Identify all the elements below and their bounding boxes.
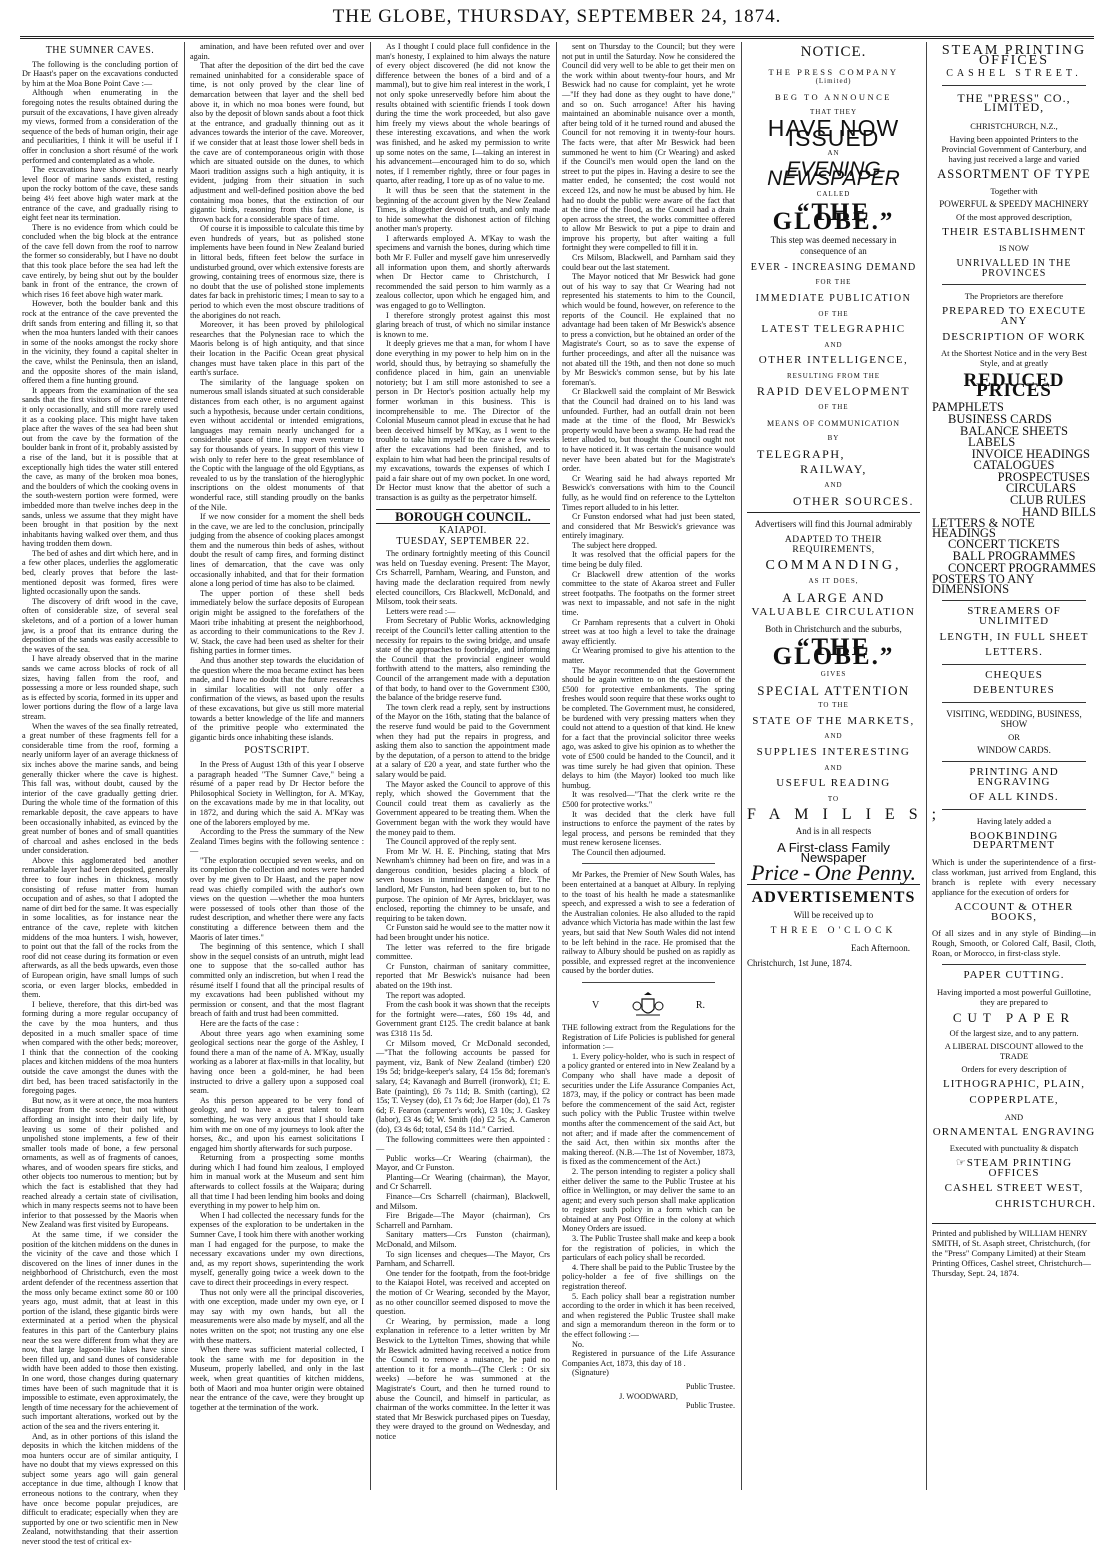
paragraph: Cr Funston, chairman of sanitary committee, reported that Mr Beswick's nuisance had been abated on the 19th inst. xyxy=(376,961,550,990)
paragraph: The following committees were then appointed :— xyxy=(376,1134,550,1154)
notice-line: AND xyxy=(824,340,843,349)
paragraph: The beginning of this sentence, which I shall show in the sequel consists of an untruth, might lead one to suppose that the so-called author has committed only an indiscretion, but when I read the résumé itself I found that all the principal results of my excavations had been published without my permission or consent, and that the most flagrant breach of faith and trust had been committed. xyxy=(190,942,364,1019)
printing-line: PAPER CUTTING. xyxy=(963,969,1065,982)
printing-line: Having lately added a xyxy=(976,815,1052,826)
printing-service-item: BALANCE SHEETS xyxy=(960,423,1068,438)
article-body xyxy=(376,42,550,503)
paragraph: But now, as it were at once, the moa hunters disappear from the scene; but not without affording an insight into their daily life, by leaving us some of their polished and unpolished stone implements, a few of their smaller tools made of bone, a few personal ornaments, as well as of fragments of canoes, whares, and of wooden spears fire sticks, and other objects too numerous to mention; but by which the fact is established that they had reached already a certain state of civilisation, which in many respects seems not to have been inferior to that possessed by the Maoris when New Zealand was first visited by Europeans. xyxy=(22,1095,178,1230)
paragraph: The Council then adjourned. xyxy=(572,847,666,857)
paragraph: Cr Funston endorsed what had just been stated, and considered that Mr Beswick's grievance was entirely imaginary. xyxy=(562,512,735,541)
paragraph: According to the Press the summary of the New Zealand Times begins with the following sentence :— xyxy=(190,827,364,856)
notice-line: Advertisers will find this Journal admirably xyxy=(754,519,913,530)
borough-council-heading: BOROUGH COUNCIL. xyxy=(376,509,550,525)
paragraph: Cr Wearing, by permission, made a long explanation in reference to a letter written by Mr Beswick to the Lyttelton Times, showing that while Mr Beswick admitted having received a notice from the Council to remove a nuisance, he paid no attention to it for a month—(The Clerk : Or six weeks) —before he was summoned at the Magistrate's Court, and then he turned round to abuse the Council, and himself in particular, as chairman of the works committee. In the letter it was stated that Mr Beswick purchased pipes on Tuesday, they were drayed to the ground on Wednesday, and notice xyxy=(376,1316,550,1441)
postscript-heading: POSTSCRIPT. xyxy=(244,745,310,757)
paragraph: One tender for the footpath, from the foot-bridge to the Kaiapoi Hotel, was received and accepted on the motion of Cr Wearing, seconded by the Mayor, as no other councillor seemed disposed to move the question. xyxy=(376,1268,550,1317)
paragraph: Cr Blackwell drew attention of the works committee to the state of Akaroa street and Fuller street footpaths. The footpaths on the former street was next to impassable, and not safe in the night time. xyxy=(562,569,735,618)
column-rule xyxy=(556,42,557,1490)
paragraph: Here are the facts of the case : xyxy=(200,1018,299,1028)
divider xyxy=(582,982,715,983)
printing-line: AND xyxy=(1004,1111,1024,1122)
paragraph: "The exploration occupied seven weeks, and on its completion the collection and notes were handed over by me given to Dr Haast, and the paper now read was chiefly compiled with the author's own views on the question —whether the moa hunters were possessed of tools other than those of the rudest description, and whether there were any facts constituting a difference between them and the Maoris of later times." xyxy=(190,855,364,942)
notice-line: And is in all respects xyxy=(795,825,872,836)
printing-line: UNRIVALLED IN THE PROVINCES xyxy=(956,258,1072,279)
paragraph: Registered in pursuance of the Life Assurance Companies Act, 1873, this day of 18 . xyxy=(562,1349,735,1368)
printing-line: Having been appointed Printers to the Provincial Government of Canterbury, and having just received a large and varied xyxy=(941,133,1087,164)
notice-line: LATEST TELEGRAPHIC xyxy=(761,323,906,336)
printing-line: ORNAMENTAL ENGRAVING xyxy=(932,1125,1096,1138)
printing-service-item: POSTERS TO ANY DIMENSIONS xyxy=(932,572,1034,596)
crest-letter-v: V xyxy=(592,1000,600,1012)
paragraph: Cr Wearing promised to give his attention to the matter. xyxy=(562,646,735,665)
notice-line: RESULTING FROM THE xyxy=(786,371,881,380)
masthead-rule xyxy=(20,36,1094,39)
paragraph: From Mr W. H. E. Pinching, stating that Mrs Newnham's chimney had been on fire, and was in a dangerous condition, besides placing a block of seven houses in imminent danger of fire. The landlord, Mr Funston, had been spoken to, but to no purpose. The opinion of Mr Ayres, bricklayer, was enclosed, reporting the chimney to be unsafe, and requiring to be taken down. xyxy=(376,846,550,923)
paragraph: As I thought I could place full confidence in the man's honesty, I explained to him always the nature of every object discovered (he did not know the difference between the bones of a bird and of a mammal), but to give him real interest in the work, I not only spoke unreservedly before him about the results obtained with scientific friends I took down during the time the work proceeded, but also gave him freely my views about the whole bearings of these interesting excavations, and when the work was finished, and he asked my permission to write up some notes on the same, I—taking an interest in his advancement—encouraged him to do so, which notes, if I remember rightly, three or four pages in quarto, after reading, I tore up as of no value to me. xyxy=(376,42,550,186)
column-globe-notice xyxy=(747,42,951,1490)
paragraph: And thus another step towards the elucidation of the question where the moa became extinct has been made, and I have no doubt that the future researches in similar localities will not only offer a confirmation of the views, as based upon the results of these excavations, but give us still more material towards a better knowledge of the life and manners of the primitive people who exterminated the gigantic birds once inhabiting these islands. xyxy=(190,656,364,742)
notice-line: AND xyxy=(824,732,843,741)
paragraph: The Mayor asked the Council to approve of this reply, which showed the Government that the Council could treat them as cavalierly as the Government appeared to be treating them. When the Government began with the work they would have the money paid to them. xyxy=(376,779,550,837)
paragraph: It will thus be seen that the statement in the beginning of the account given by the New Zealand Times, is altogether devoid of truth, and only made to hide somewhat the dishonest action of filching another man's property. xyxy=(376,185,550,234)
printing-service-item: HAND BILLS xyxy=(1022,504,1096,519)
printing-line: Orders for every description of xyxy=(961,1064,1067,1075)
notice-line: SPECIAL ATTENTION xyxy=(757,682,910,698)
column-borough-council xyxy=(376,42,550,1490)
printing-service-item: BUSINESS CARDS xyxy=(948,411,1052,426)
article-body xyxy=(22,60,178,1547)
printing-service-item: CLUB RULES xyxy=(1009,493,1086,508)
notice-line: AND xyxy=(824,763,843,772)
paragraph: Although when enumerating in the foregoing notes the results obtained during the pursuit of the excavations, I have given already my views, formed from a consideration of the sequence of the beds of human origin, their age and peculiarities, I think it will be useful if I offer in conclusion a short résumé of the work performed and contemplated as a whole. xyxy=(22,88,178,165)
notice-line: OTHER INTELLIGENCE, xyxy=(758,354,909,367)
printing-line: Of the most approved description, xyxy=(956,211,1072,222)
column-rule xyxy=(926,42,927,1490)
column-rule xyxy=(370,42,371,1490)
price-line xyxy=(747,860,920,886)
notice-line: AND xyxy=(824,481,843,490)
paragraph: As this person appeared to be very fond of geology, and to have a great talent to learn something, he was very anxious that I should take him with me on one of my journeys to look after the horses, &c., and upon his earnest solicitations I engaged him shortly afterwards for such purpose. xyxy=(190,1095,364,1153)
notice-line: This step was deemed necessary in consequence of an xyxy=(770,234,897,256)
paragraph: From Secretary of Public Works, acknowledging receipt of the Council's letter calling attention to the necessity for repairs to the swing bridge, and unsafe state of the approaches to footbridge, and informing the Council that the provincial engineer would forthwith attend to the matters, also reminding the Council of the arrangement made with a deputation of that body, to hand over to the Government £300, the balance of the bridge reserve fund. xyxy=(376,616,550,703)
printing-line: BOOKBINDING DEPARTMENT xyxy=(969,829,1059,852)
printing-line: LETTERS. xyxy=(985,646,1043,659)
paragraph: 5. Each policy shall bear a registration number according to the order in which it has been received, and when registered the Public Trustee shall make and sign a memorandum thereon in the form or to the effect following :— xyxy=(562,1291,735,1339)
printing-service-item: CONCERT PROGRAMMES xyxy=(947,560,1096,575)
paragraph: The following is the concluding portion of Dr Haast's paper on the excavations conducted by him at the Moa Bone Point Cave :— xyxy=(22,59,178,88)
paragraph: Returning from a prospecting some months during which I had found him zealous, I employed him in manual work at the Museum and sent him afterwards to collect fossils at the Waipara; during all that time I had been lending him books and doing everything in my power to help him on. xyxy=(190,1153,364,1211)
printing-line: CHRISTCHURCH. xyxy=(995,1197,1096,1210)
notice-line: A First-class Family Newspaper xyxy=(777,839,890,865)
globe-title: “THE GLOBE.” xyxy=(772,198,895,236)
paragraph: Fire Brigade—The Mayor (chairman), Crs Scharrell and Parnham. xyxy=(376,1211,550,1230)
printing-service-item: PROSPECTUSES xyxy=(997,469,1090,484)
paragraph: 4. There shall be paid to the Public Trustee by the policy-holder a fee of five shillings on the registration thereof. xyxy=(562,1262,735,1292)
paragraph: At the same time, if we consider the position of the kitchen middens on the dunes in the vicinity of the cave and those which I discovered on the lines of inner dunes in the neighborhood of Christchurch, even the most ardent defender of the recentness assertion that the moss only became extinct some 80 or 100 years ago, must admit, that at least in this portion of the island, these gigantic birds were exterminated at a period when the physical features in this part of the Canterbury plains near the sea were different from what they are now, that large lagoon-like lakes have since been filled up, and sand dunes of considerable width have been added to those then existing. In one word, those changes during quaternary times have been of such magnitude that it is impossible to estimate, even approximately, the length of time necessary for the achievement of such important alterations, worked out by the action of the sea and the rivers entering it. xyxy=(22,1230,178,1431)
paragraph: The discovery of drift wood in the cave, often of considerable size, of several seal skeletons, and of a portion of a lower human jaw, is a proof that its entrance during the deposition of the sands was easily accessible to the waves of the sea. xyxy=(22,596,178,654)
notice-line: Both in Christchurch and the suburbs, xyxy=(765,623,902,634)
borough-date: TUESDAY, SEPTEMBER 22. xyxy=(396,535,530,547)
paragraph: To sign licenses and cheques—The Mayor, Crs Parnham, and Scharrell. xyxy=(376,1249,550,1269)
paragraph: Finance—Crs Scharrell (chairman), Blackwell, and Milsom. xyxy=(376,1192,550,1211)
paragraph: sent on Thursday to the Council; but they were not put in until the Saturday. Now he considered the Council did very well to be able to get their men on the work within about twenty-four hours, and Mr Beswick had no cause for complaint, yet he wrote—"If they had done as they ought to have done," and so on. Such arrogance! After his having maintained an abominable nuisance over a month, after being told of it he turned round and abused the Council for not removing it in twenty-four hours. The facts were, that after Mr Beswick had been summoned he went to him (Cr Wearing) and asked if the Council's men would open the land on the street to put the pipes in. Having a desire to see the matter ended, he consented; the cost would not exceed 12s, and now he must be abused by him. He had no doubt the public were aware of the fact that at the time of the flood, as the Council had a drain open across the street, the works committee offered to allow Mr Beswick to put a pipe to drain and improve his property, but after waiting a full fortnight they were compelled to fill it in. xyxy=(562,42,735,253)
paragraph: (Signature) xyxy=(572,1368,609,1378)
printing-line: STREAMERS OF UNLIMITED xyxy=(967,605,1061,627)
signature-role: Public Trustee. xyxy=(685,1381,735,1391)
printing-line: Executed with punctuality & dispatch xyxy=(949,1143,1079,1154)
printing-line: Having imported a most powerful Guillotine, they are prepared to xyxy=(937,986,1091,1007)
article-body xyxy=(190,42,364,742)
paragraph: The Council approved of the reply sent. xyxy=(386,837,517,847)
coat-of-arms-icon xyxy=(628,991,668,1021)
printing-line: CASHEL STREET. xyxy=(946,68,1082,80)
paragraph: Moreover, it has been proved by philological researches that the Polynesian race to which the Maoris belong is of high antiquity, and that since their location in the Pacific Ocean great physical changes must have taken place in this part of the earth's surface. xyxy=(190,320,364,378)
paragraph: The ordinary fortnightly meeting of this Council was held on Tuesday evening. Present: The Mayor, Crs Scharrell, Parnham, Wearing, and Funston, and having made the declaration required from newly elected councillors, Crs Blackwell, McDonald, and Milsom, took their seats. xyxy=(376,549,550,607)
borough-body xyxy=(376,549,550,1441)
printing-line: DEBENTURES xyxy=(973,684,1055,697)
notice-line: COMMANDING, xyxy=(765,558,902,574)
paragraph: It was resolved that the official papers for the time being be duly filed. xyxy=(562,550,735,570)
printing-line: LENGTH, IN FULL SHEET xyxy=(939,630,1089,643)
notice-line: (Limited) xyxy=(815,77,852,86)
paragraph: Thus not only were all the principal discoveries, with one exception, made under my own eye, or I may say with my own hands, but all the measurements were also made by myself, and all the notes written on the spot; not trusting any one else with these matters. xyxy=(190,1287,364,1345)
printing-line: Together with xyxy=(990,185,1038,196)
signature-name: J. WOODWARD, xyxy=(619,1391,678,1401)
notice-line: THE PRESS COMPANY xyxy=(768,66,899,77)
signature-role: Public Trustee. xyxy=(685,1401,735,1411)
printing-line: OF ALL KINDS. xyxy=(969,791,1059,804)
printing-line: DESCRIPTION OF WORK xyxy=(942,330,1086,343)
paragraph: And, as in other portions of this island the deposits in which the kitchen middens of the moa hunters occur are of similar antiquity, I have no doubt that my views expressed on this subject some years ago will gain general acceptance in due time, although I know that erroneous notions to the contrary, when they have once become popular prejudices, are difficult to eradicate; especially when they are supported by one or two scientific men in New Zealand, notwithstanding that their assertion never stood the test of critical ex- xyxy=(22,1431,178,1547)
paragraph: When the waves of the sea finally retreated, a great number of these fragments fell for a considerable time from the roof, forming a nearly uniform layer of an average thickness of six inches above the marine sands, and being generally thicker where the cave is highest. This fall was, without doubt, caused by the interior of the cave gradually getting drier. During the whole time of the formation of this remarkable deposit, the cave appears to have been occasionally inhabited, as evinced by the great number of bones and of small quantities of charcoal and ashes enclosed in the beds under consideration. xyxy=(22,721,178,856)
paragraph: There is no evidence from which could be concluded when the big block at the entrance of the cave fell down from the roof to narrow the former so considerably, but I have no doubt that this took place before the sea had left the cave entirely, by being shut out by the boulder bank in front of the entrance, the crown of which rises 16 feet above high water mark. xyxy=(22,222,178,299)
paragraph: It was resolved—"That the clerk write re the £500 for protective works." xyxy=(562,790,735,809)
notice-line: GIVES xyxy=(820,669,847,678)
printing-services-list xyxy=(932,400,1096,596)
masthead: THE GLOBE, THURSDAY, SEPTEMBER 24, 1874. xyxy=(332,6,782,27)
paragraph: If we now consider for a moment the shell beds in the cave, we are led to the conclusion, principally judging from the absence of cooking places amongst them and the numerous thin beds of ashes, without doubt the result of camp fires, and forming distinct lines of demarcation, that the cave was only occasionally inhabited, and that for their formation alone a long period of time has also to be claimed. xyxy=(190,512,364,589)
notice-line: OTHER SOURCES. xyxy=(792,493,914,508)
paragraph: About three years ago when examining some geological sections near the gorge of the Ashley, I found there a man of the name of A. M'Kay, usually working as a laborer at flax-mills in that locality, but having once been a gold-miner, he had been instructed to drive a gallery upon a supposed coal seam. xyxy=(190,1028,364,1096)
price-value: One Penny. xyxy=(814,860,916,886)
printing-line: The Proprietors are therefore xyxy=(964,291,1064,302)
imprint-footer: Printed and published by WILLIAM HENRY SMITH, of St. Asaph street, Christchurch, (for the "Press" Company Limited) at their Steam Printing Offices, Cashel street, Christchurch—Thursday, Sept. 24, 1874. xyxy=(932,1223,1096,1278)
printing-service-item: LABELS xyxy=(968,435,1016,450)
paragraph: That after the deposition of the dirt bed the cave remained uninhabited for a considerable space of time, is not only proved by the clear line of demarcation between that layer and the shell bed above it, in which no moa bones were found, but also by the deposit of blown sands about a foot thick at the entrance, and gradually thinning out as it advances towards the interior of the cave. Moreover, if we consider that at least those lower shell beds in the cave are of contemporaneous origin with those which are situated outside on the dunes, to which Maori tradition assigns such a high antiquity, it is evident, judging from their situation in such adjustment and well-defined position above the bed containing moa bones, that the extinction of our gigantic birds, reasoning from this fact alone, is thrown back for a considerable space of time. xyxy=(190,61,364,224)
paragraph: I believe, therefore, that this dirt-bed was forming during a more regular occupancy of the cave by the moa hunters, and thus deposited in a much smaller space of time when compared with the other beds; moreover, I think that the connection of the cooking places and kitchen middens of the moa hunters outside the cave amongst the dunes with the dirt bed, has been traced satisfactorily in the foregoing pages. xyxy=(22,999,178,1096)
paragraph: Of course it is impossible to calculate this time by even hundreds of years, but as polished stone implements have been found in New Zealand buried in littoral beds, fifteen feet below the surface in undisturbed ground, over which extensive forests are growing, containing trees of enormous size, there is no doubt that the use of polished stone implements dates far back in prehistoric times; I mean to say to a period to which even the most obscure traditions of the aborigines do not reach. xyxy=(190,224,364,320)
paragraph: Cr Blackwell said the complaint of Mr Beswick that the Council had drained on to his land was unfounded. Further, had an outfall drain not been made at the time of the flood, Mr Beswick's property would have been a swamp. He had read the letter alluded to, but thought the Council ought not to have noticed it. It was certain the nuisance would never have been abated but for the Magistrate's order. xyxy=(562,387,735,474)
paragraph: It was decided that the clerk have full instructions to enforce the payment of the rates by legal process, and persons be reminded that they must renew kerosene licenses. xyxy=(562,809,735,848)
notice-line: BY xyxy=(827,434,840,443)
notice-line: A LARGE AND xyxy=(782,589,885,605)
notice-line: TELEGRAPH, xyxy=(757,446,845,461)
paragraph: Public works—Cr Wearing (chairman), the Mayor, and Cr Funston. xyxy=(376,1153,550,1173)
printing-service-item: CONCERT TICKETS xyxy=(948,537,1060,552)
notice-line: EVENING NEWSPAPER xyxy=(767,157,900,191)
printing-service-item: CIRCULARS xyxy=(1005,481,1076,496)
printing-line: ACCOUNT & OTHER BOOKS, xyxy=(954,900,1074,923)
column-sumner-caves-continued xyxy=(190,42,364,1490)
printing-line: A LIBERAL DISCOUNT allowed to the TRADE xyxy=(944,1041,1084,1062)
price-label: Price xyxy=(751,860,799,886)
paragraph: amination, and have been refuted over and over again. xyxy=(190,42,364,61)
paragraph: I therefore strongly protest against this most glaring breach of trust, of which no similar instance is known to me. xyxy=(376,310,550,339)
notice-line: OF THE xyxy=(818,403,849,412)
notice-line: ADAPTED TO THEIR REQUIREMENTS, xyxy=(784,535,883,555)
notice-line: SUPPLIES INTERESTING xyxy=(756,745,911,758)
printing-title: STEAM PRINTING OFFICES xyxy=(941,43,1087,68)
notice-line: FOR THE xyxy=(815,278,852,287)
paragraph: I have already observed that in the marine sands we came across blocks of rock of all sizes, having fallen from the roof, and possessing a more or less rounded shape, such as is effected by scoria, formed in its upper and lower portions during the flow of a large lava stream. xyxy=(22,654,178,721)
printing-line: Of the largest size, and to any pattern. xyxy=(949,1028,1079,1039)
notice-line: THAT THEY xyxy=(809,108,858,117)
paragraph: It deeply grieves me that a man, for whom I have done everything in my power to help him on in the world, should thus, by betraying so shamefully the confidence placed in him, gain an unenviable notoriety; but I am still more astonished to see a person in Dr Hector's position actually help my former workman in this business. This is incomprehensible to me. The Director of the Colonial Museum cannot plead in excuse that he had been deceived himself by M'Kay, as I went to the trouble to take him myself to the cave a few weeks after the excavations had been finished, and to explain to him what had been the principal results of my excavations, towards the expenses of which I paid a fair share out of my own pocket. In one word, Dr Hector must know that the abettor of such a transaction is as guilty as the perpetrator himself. xyxy=(376,339,550,502)
column-rule xyxy=(184,42,185,1490)
price-dash: - xyxy=(802,860,811,886)
paragraph: When there was sufficient material collected, I took the same with me for deposition in the Museum, properly labelled, and only in the last week, when great quantities of kitchen middens, both of Maori and moa hunter origin were obtained near the entrance of the cave, were they brought up together at the termination of the work. xyxy=(190,1345,364,1412)
notice-line: TO xyxy=(827,794,840,803)
regulations-body xyxy=(562,1052,735,1378)
printing-line: CHEQUES xyxy=(985,668,1043,681)
paragraph: When I had collected the necessary funds for the expenses of the exploration to be undertaken in the Sumner Cave, I took him there with another working man I had engaged for the purpose, to make the necessary excavations under my own directions, and, as my report shows, superintending the work myself, generally going twice a week down to the cave to direct their proceedings in every respect. xyxy=(190,1210,364,1287)
printing-line: POWERFUL & SPEEDY MACHINERY xyxy=(939,198,1089,209)
paragraph: Cr Parnham represents that a culvert in Ohoki street was at too high a level to take the drainage away efficiently. xyxy=(562,617,735,646)
paragraph: The upper portion of these shell beds immediately below the surface deposits of European origin might be assigned to the forefathers of the Maori tribe inhabiting at present the neighborhood, as according to their communications to the Rev J. W. Stack, the cave had been used as shelter for their fishing parties in former times. xyxy=(190,588,364,656)
notice-title: NOTICE. xyxy=(800,44,867,60)
article-heading: THE SUMNER CAVES. xyxy=(45,45,155,56)
notice-line: AS IT DOES, xyxy=(808,577,859,585)
paragraph: The report was adopted. xyxy=(386,990,466,1000)
paragraph: No. xyxy=(572,1339,585,1349)
paragraph: In the Press of August 13th of this year I observe a paragraph headed "The Sumner Cave," being a résumé of a paper read by Dr Hector before the Philosophical Society in Wellington, for A. M'Kay, on the excavations made by me in that locality, out in 1872, and during which the said A. M'Kay was one of the laborers employed by me. xyxy=(190,759,364,827)
paragraph: The bed of ashes and dirt which here, and in a few other places, underlies the agglomeratic bed, clearly proves that before the last-mentioned deposit was formed, fires were lighted occasionally upon the sands. xyxy=(22,548,178,597)
printing-service-item: LETTERS & NOTE HEADINGS xyxy=(932,516,1035,540)
article-body xyxy=(562,42,735,857)
paragraph: 1. Every policy-holder, who is such in respect of a policy granted or entered into in New Zealand by a Company who shall have made a deposit of securities under the Life Assurance Companies Act, 1873, may, if the policy or contract has been made before the commencement of the said Act, register such policy with the Public Trustee within twelve months after the commencement of the said Act, but not after; and if made after the commencement of the said Act, then within six months after the making thereof. (N.B.—The 1st of November, 1873, is fixed as the commencement of the Act.) xyxy=(562,1051,735,1167)
notice-line: HAVE NOW ISSUED xyxy=(767,114,900,151)
paragraph: Cr Milsom moved, Cr McDonald seconded, —"That the following accounts be passed for payment, viz, Bank of New Zealand (timber) £20 19s 5d; bridge-keeper's salary, £4 15s 8d; foreman's salary, £4; Kavanagh and Burrell (ironwork), £1; E. Bate (painting), £6 7s 11d; B. Smith (carting), £2 15s; T. Veysey (do), £1 7s 6d; Joe Harper (do), £1 7s 6d; F. Fearon (carpenter's work), £3 10s; J. Gaskey (labor), £3 4s 6d; W. Smith (do) £2 5s; A. Cameron (do), £3 4s 6d; total, £54 8s 11d." Carried. xyxy=(376,1038,550,1134)
notice-line: VALUABLE CIRCULATION xyxy=(751,606,916,619)
notice-line: USEFUL READING xyxy=(776,777,891,790)
printing-line: LITHOGRAPHIC, PLAIN, xyxy=(943,1078,1085,1091)
notice-line: STATE OF THE MARKETS, xyxy=(752,714,915,727)
paragraph: Letters were read :— xyxy=(386,606,456,616)
printing-line: PREPARED TO EXECUTE ANY xyxy=(941,305,1087,327)
notice-line: Will be received up to xyxy=(793,910,874,921)
notice-line: EVER - INCREASING DEMAND xyxy=(750,261,917,273)
advertisements-heading: ADVERTISEMENTS xyxy=(751,888,916,906)
paragraph: 3. The Public Trustee shall make and keep a book for the registration of policies, in which the particulars of each policy shall be recorded. xyxy=(562,1234,735,1263)
paragraph: Cr Wearing said he had always reported Mr Beswick's conversations with him to the Council fully, as he would find on reference to the Lyttelton Times report alluded to in his letter. xyxy=(562,473,735,512)
notice-line: MEANS OF COMMUNICATION xyxy=(766,418,901,428)
postscript-body xyxy=(190,760,364,1412)
paragraph: The Mayor recommended that the Government should be again written to on the question of the £500 for protective embankments. The spring freshes would soon require that these works ought to be completed. The Government must, he considered, be burdened with very pressing matters when they could not attend to a question of that kind. He knew for a fact that the provincial solicitor three weeks ago, was asked to give his opinion as to whether the vote of £500 could be handed to the Council, and it was time surely he had given that opinion. These delays to him (the Mayor) looked too much like humbug. xyxy=(562,665,735,790)
notice-line: FAMILIES; xyxy=(747,806,951,824)
column-sumner-caves xyxy=(22,42,178,1547)
notice-line: OF THE xyxy=(818,309,849,318)
paragraph: From the cash book it was shown that the receipts for the fortnight were—rates, £60 19s 4d, and Government grant £125. The credit balance at bank was £318 11s 5d. xyxy=(376,1000,550,1038)
notice-line: THREE O'CLOCK xyxy=(770,926,897,937)
paragraph: Planting—Cr Wearing (chairman), the Mayor, and Cr Scharrell. xyxy=(376,1172,550,1192)
notice-line: TO THE xyxy=(818,701,849,710)
notice-line: CALLED xyxy=(816,189,851,198)
paragraph: The excavations have shown that a nearly level floor of marine sands existed, resting upon the rocky bottom of the cave, these sands being 4½ feet above high water mark at the entrance of the cave, and gradually rising to eight feet near its termination. xyxy=(22,165,178,223)
printing-line: PRINTING AND ENGRAVING xyxy=(969,765,1059,788)
paragraph: Sanitary matters—Crs Funston (chairman), McDonald, and Milsom. xyxy=(376,1230,550,1250)
globe-title: “THE GLOBE.” xyxy=(772,633,895,671)
divider xyxy=(582,863,715,864)
printing-service-item: CATALOGUES xyxy=(973,458,1055,473)
borough-place: KAIAPOI. xyxy=(439,525,487,537)
printing-line: CUT PAPER xyxy=(952,1009,1076,1025)
printing-line: COPPERPLATE, xyxy=(969,1093,1059,1106)
column-council-continued xyxy=(562,42,735,1490)
printing-service-item: BALL PROGRAMMES xyxy=(952,549,1076,564)
notice-date: Christchurch, 1st June, 1874. xyxy=(747,957,852,968)
printing-line: THE "PRESS" CO., LIMITED, xyxy=(957,90,1071,115)
notice-line: BEG TO ANNOUNCE xyxy=(775,91,892,102)
column-rule xyxy=(741,42,742,1490)
printing-line: VISITING, WEDDING, BUSINESS, SHOW xyxy=(946,708,1082,729)
printing-line: CASHEL STREET WEST, xyxy=(944,1182,1084,1195)
paragraph: 2. The person intending to register a policy shall either deliver the same to the Public Trustee at his office in Wellington, or may deliver the same to an agent; and every such person shall make application to register such policy in a form which can be obtained at any Post Office in the colony at which Money Orders are issued. xyxy=(562,1166,735,1234)
printing-line: WINDOW CARDS. xyxy=(977,744,1051,755)
paragraph: The similarity of the language spoken on numerous small islands situated at such considerable distances from each other, is no argument against such a hypothesis, because under certain conditions, even without accidental or intended emigrations, languages may remain nearly unchanged for a considerable space of time. I may even venture to say for thousands of years. In support of this view I wish only to refer here to the great resemblance of the Coptic with the language of the old Egyptians, as revealed to us by the translation of the hieroglyphic inscriptions on the oldest monuments of that wonderful race, still standing proudly on the banks of the Nile. xyxy=(190,377,364,512)
paragraph: However, both the boulder bank and this rock at the entrance of the cave prevented the drift sands from entering and filling it, so that when the moa hunters landed with their canoes in some of the nooks amongst the rocky shore in the vicinity, they found a capital shelter in the cave, whilst the Peninsula, then an island, and the opposite shores of the main island, offered them a fine hunting ground. xyxy=(22,299,178,386)
paragraph: Above this agglomerated bed another remarkable layer had been deposited, generally three to four inches in thickness, mostly consisting of refuse matter from human occupation and of ashes, so that I adopted the name of dirt bed for the same. It was especially in some localities, as for instance near the entrance of the cave, replete with kitchen middens of the moa hunters. I wish, however, to point out that the fall of the rocks from the roof did not cease during its formation or even afterwards, as all the beds upwards, even those of European origin, have small lumps of such scoria, or even larger blocks, embedded in them. xyxy=(22,855,178,1000)
column-printing-offices xyxy=(932,42,1096,1490)
notice-line: RAILWAY, xyxy=(800,462,867,477)
royal-crest xyxy=(562,991,735,1021)
printing-line: CHRISTCHURCH, N.Z., xyxy=(970,120,1058,131)
paragraph: Crs Milsom, Blackwell, and Parnham said they could bear out the last statement. xyxy=(562,253,735,272)
regulations-intro: THE following extract from the Regulations for the Registration of Life Policies is published for general information :— xyxy=(562,1023,735,1052)
printing-line: Which is under the superintendence of a first-class workman, just arrived from England, this branch is replete with every necessary appliance for the execution of orders for xyxy=(932,856,1096,897)
paragraph: The Mayor noticed that Mr Beswick had gone out of his way to say that Cr Wearing had not represented his statements to him to the Council, which would be found, however, on reference to the reports of the Council. He explained that no advantage had been taken of Mr Beswick's absence to press a conviction, but he obtained an order of the Magistrate's Court, so as to save the expense of further proceedings, and after all the nuisance was not abated till the 19th, and then not done so much by Mr Beswick's common sense, but by his late foreman's. xyxy=(562,272,735,387)
paragraph: I afterwards employed A. M'Kay to wash the specimens and varnish the bones, during which time both Mr F. Fuller and myself gave him unreservedly all information upon them, and shortly afterwards when Dr Hector came to Christchurch, I recommended the said person to him warmly as a zealous collector, upon which he engaged him, and was engaged to go to Wellington. xyxy=(376,233,550,311)
crest-letter-r: R. xyxy=(695,1000,705,1012)
printing-line: ASSORTMENT OF TYPE xyxy=(937,166,1091,181)
printing-line: At the Shortest Notice and in the very Best Style, and at greatly xyxy=(941,348,1087,369)
printing-service-item: PAMPHLETS xyxy=(932,400,1004,415)
printing-service-item: INVOICE HEADINGS xyxy=(971,446,1090,461)
notice-line: IMMEDIATE PUBLICATION xyxy=(755,292,912,304)
printing-line: OR xyxy=(1008,731,1020,742)
printing-line: Of all sizes and in any style of Binding—in Rough, Smooth, or Colored Calf, Basil, Cloth, Roan, or Morocco, in first-class style. xyxy=(932,928,1096,959)
paragraph: Cr Funston said he would see to the matter now it had been brought under his notice. xyxy=(376,923,550,943)
reduced-prices: REDUCED PRICES xyxy=(963,370,1065,401)
paragraph: The letter was referred to the fire brigade committee. xyxy=(376,942,550,962)
printing-line: THEIR ESTABLISHMENT xyxy=(942,225,1086,238)
paragraph: The town clerk read a reply, sent by instructions of the Mayor on the 16th, stating that the balance of the reserve fund would be paid to the Government when they had put the repairs in progress, and asking them also to sanction the appointment made by the deputation, of a person to attend to the bridge at a salary of £20 a year, and state further who the salary would be paid. xyxy=(376,702,550,779)
printing-line: ☞STEAM PRINTING OFFICES xyxy=(955,1157,1073,1179)
parkes-paragraph: Mr Parkes, the Premier of New South Wales, has been entertained at a banquet at Albury. In replying to the toast of his health he made a statesmanlike speech, and expressed a wish to see a federation of the Australian colonies. He also alluded to the rapid advance which Victoria has made within the last few years, but said that New South Wales did not intend to be left behind in the race. He promised that the railway to Albury should be pushed on as rapidly as possible, and expressed regret at the inconvenience caused by the border duties. xyxy=(562,870,735,976)
notice-line: Each Afternoon. xyxy=(851,942,910,953)
printing-line: IS NOW xyxy=(999,243,1029,254)
paragraph: It appears from the examination of the sea sands that the first visitors of the cave entered it only occasionally, and still more rarely used it as a cooking place. This might have taken place after the waves of the sea had been shut out from the cave by the formation of the boulder bank in front of it, probably assisted by a rise of the land, but it is possible that at exceptionally high tides the water still entered the cave, as many of the broken moa bones, and the boulders of which the cooking ovens in the south-western portion were formed, were imbedded more than twelve inches deep in the sands, unless we assume that they might have been brought in that position by the next inhabitants having walked over them, and thus having trodden them down. xyxy=(22,385,178,549)
notice-line: AN xyxy=(827,149,840,158)
paragraph: The subject here dropped. xyxy=(572,540,658,550)
notice-line: RAPID DEVELOPMENT xyxy=(756,384,911,399)
